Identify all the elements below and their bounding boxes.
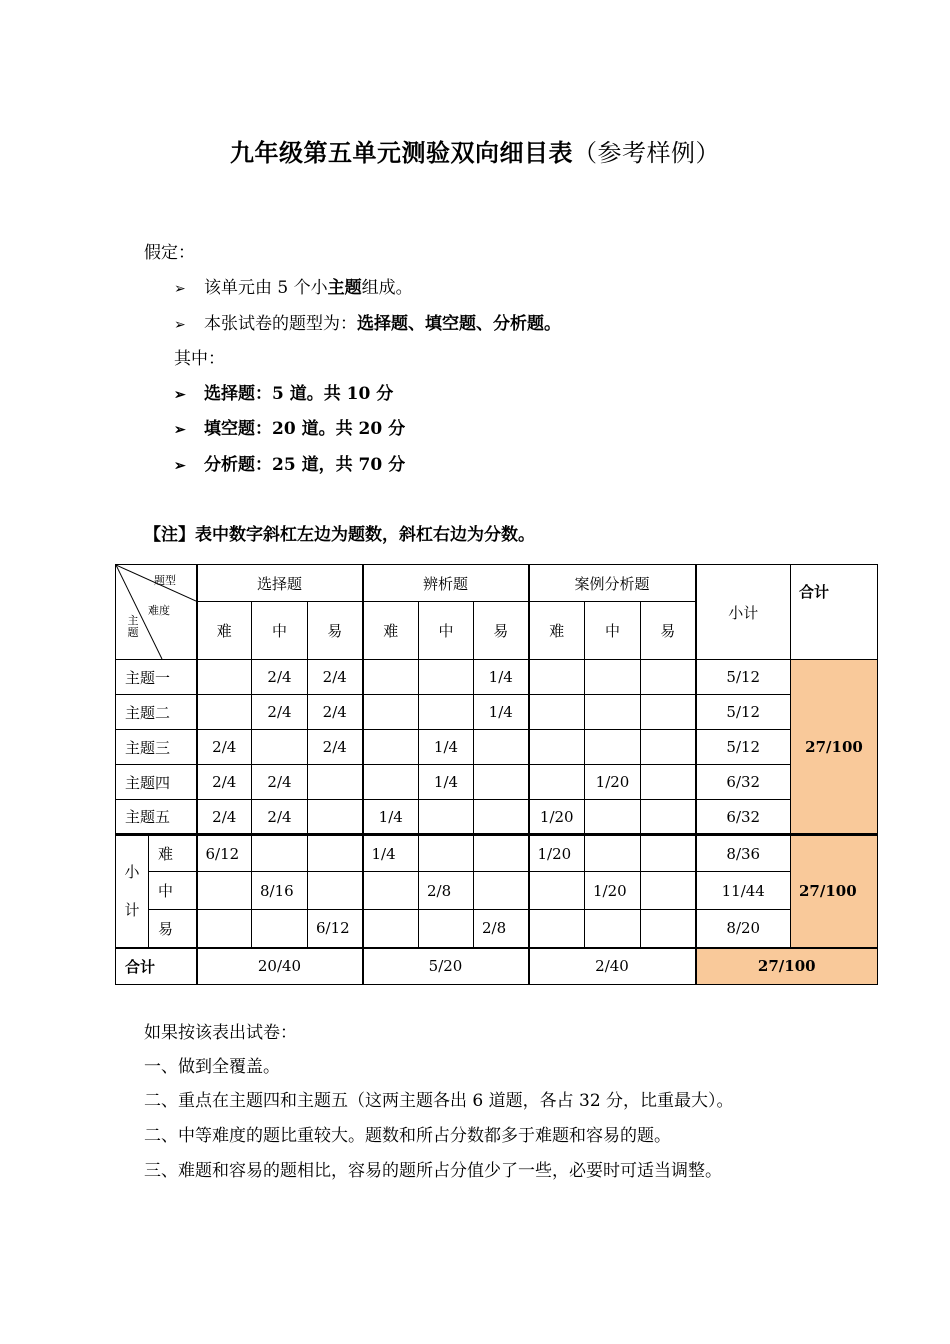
table-cell xyxy=(363,765,419,800)
table-cell: 1/4 xyxy=(363,800,419,835)
table-cell xyxy=(252,910,308,948)
table-cell xyxy=(419,800,474,835)
table-cell xyxy=(197,872,252,910)
arrow-bullet-icon: ➢ xyxy=(174,458,186,474)
assumption-item-5: ➢ 分析题：25 道，共 70 分 xyxy=(174,455,406,475)
total-header: 合计 xyxy=(791,565,878,660)
table-cell: 8/16 xyxy=(252,872,308,910)
table-cell: 1/20 xyxy=(529,800,585,835)
table-cell: 2/8 xyxy=(474,910,529,948)
grand-total-analysis: 5/20 xyxy=(363,948,529,985)
table-cell xyxy=(585,835,641,872)
table-cell xyxy=(197,660,252,695)
table-cell xyxy=(641,872,696,910)
table-cell: 1/4 xyxy=(474,695,529,730)
table-cell: 2/4 xyxy=(197,800,252,835)
table-cell: 1/20 xyxy=(585,872,641,910)
subtotal-cell: 8/20 xyxy=(696,910,791,948)
conclusion-line-2: 二、重点在主题四和主题五（这两主题各出 6 道题，各占 32 分，比重最大）。 xyxy=(144,1091,734,1111)
conclusion-line-3: 二、中等难度的题比重较大。题数和所占分数都多于难题和容易的题。 xyxy=(144,1126,671,1146)
table-cell: 2/4 xyxy=(308,730,363,765)
group-header-analysis: 辨析题 xyxy=(363,565,529,602)
table-cell xyxy=(308,800,363,835)
assumption-item-2: ➢ 本张试卷的题型为：选择题、填空题、分析题。 xyxy=(174,314,561,334)
table-cell: 1/4 xyxy=(363,835,419,872)
group-header-choice: 选择题 xyxy=(197,565,363,602)
table-cell xyxy=(474,835,529,872)
arrow-bullet-icon: ➢ xyxy=(174,281,186,297)
table-cell xyxy=(529,910,585,948)
table-cell: 1/20 xyxy=(529,835,585,872)
table-cell xyxy=(308,765,363,800)
table-row xyxy=(116,800,878,835)
table-cell xyxy=(474,800,529,835)
header-row-1 xyxy=(116,565,878,602)
difficulty-label: 易 xyxy=(149,910,197,948)
subtotal-cell: 5/12 xyxy=(696,730,791,765)
table-cell xyxy=(252,730,308,765)
arrow-bullet-icon: ➢ xyxy=(174,422,186,438)
table-cell xyxy=(585,730,641,765)
table-cell: 1/4 xyxy=(474,660,529,695)
table-cell: 2/4 xyxy=(197,765,252,800)
table-cell xyxy=(641,765,696,800)
table-cell: 1/20 xyxy=(585,765,641,800)
table-row xyxy=(116,872,878,910)
conclusion-line-4: 三、难题和容易的题相比，容易的题所占分值少了一些，必要时可适当调整。 xyxy=(144,1161,722,1181)
corner-type-label: 题型 xyxy=(154,574,176,587)
table-cell xyxy=(419,835,474,872)
among-label: 其中： xyxy=(174,349,225,369)
difficulty-total-cell: 27/100 xyxy=(791,835,878,948)
group-header-case: 案例分析题 xyxy=(529,565,696,602)
subtotal-cell: 11/44 xyxy=(696,872,791,910)
table-cell xyxy=(585,660,641,695)
table-cell xyxy=(529,660,585,695)
table-cell xyxy=(529,765,585,800)
topic-label: 主题三 xyxy=(116,730,197,765)
table-cell xyxy=(363,695,419,730)
subtotal-cell: 5/12 xyxy=(696,660,791,695)
table-cell xyxy=(474,730,529,765)
difficulty-header: 易 xyxy=(474,602,529,660)
table-cell: 2/8 xyxy=(419,872,474,910)
table-cell: 2/4 xyxy=(252,800,308,835)
spec-table xyxy=(115,564,878,985)
table-cell xyxy=(419,910,474,948)
table-cell xyxy=(641,695,696,730)
topic-total-cell: 27/100 xyxy=(791,660,878,835)
difficulty-header: 中 xyxy=(252,602,308,660)
table-cell xyxy=(363,660,419,695)
table-row xyxy=(116,730,878,765)
table-cell: 1/4 xyxy=(419,765,474,800)
topic-label: 主题四 xyxy=(116,765,197,800)
table-cell xyxy=(641,660,696,695)
table-cell xyxy=(585,800,641,835)
assumption-item-3: ➢ 选择题：5 道。共 10 分 xyxy=(174,384,394,404)
table-cell: 2/4 xyxy=(308,695,363,730)
corner-topic-label: 主题 xyxy=(127,614,139,639)
table-cell xyxy=(529,695,585,730)
table-cell xyxy=(529,872,585,910)
table-cell xyxy=(419,695,474,730)
assumption-item-1: ➢ 该单元由 5 个小主题组成。 xyxy=(174,278,413,298)
arrow-bullet-icon: ➢ xyxy=(174,317,186,333)
table-cell xyxy=(641,730,696,765)
grand-total-label: 合计 xyxy=(116,948,197,985)
corner-cell xyxy=(116,565,197,660)
difficulty-header: 易 xyxy=(641,602,696,660)
difficulty-header: 中 xyxy=(419,602,474,660)
table-row xyxy=(116,765,878,800)
table-row xyxy=(116,835,878,872)
grand-total-cell: 27/100 xyxy=(696,948,878,985)
difficulty-header: 中 xyxy=(585,602,641,660)
table-cell xyxy=(252,835,308,872)
table-cell xyxy=(641,800,696,835)
arrow-bullet-icon: ➢ xyxy=(174,387,186,403)
subtotal-cell: 8/36 xyxy=(696,835,791,872)
subtotal-header: 小计 xyxy=(696,565,791,660)
title-main: 九年级第五单元测验双向细目表 xyxy=(230,139,573,167)
grand-total-choice: 20/40 xyxy=(197,948,363,985)
table-cell xyxy=(474,872,529,910)
table-cell: 2/4 xyxy=(252,765,308,800)
table-cell xyxy=(197,695,252,730)
subtotal-cell: 6/32 xyxy=(696,765,791,800)
difficulty-label: 中 xyxy=(149,872,197,910)
topic-label: 主题二 xyxy=(116,695,197,730)
table-cell: 2/4 xyxy=(252,695,308,730)
table-cell: 1/4 xyxy=(419,730,474,765)
page-title xyxy=(0,133,950,168)
conclusion-line-1: 一、做到全覆盖。 xyxy=(144,1057,280,1077)
table-cell xyxy=(585,695,641,730)
corner-difficulty-label: 难度 xyxy=(148,604,170,617)
table-cell xyxy=(197,910,252,948)
difficulty-header: 难 xyxy=(363,602,419,660)
table-row xyxy=(116,910,878,948)
difficulty-header: 易 xyxy=(308,602,363,660)
table-cell xyxy=(363,730,419,765)
table-cell xyxy=(308,835,363,872)
table-cell xyxy=(529,730,585,765)
subtotal-cell: 5/12 xyxy=(696,695,791,730)
table-cell xyxy=(363,872,419,910)
conclusion-intro: 如果按该表出试卷： xyxy=(144,1023,297,1043)
table-cell xyxy=(474,765,529,800)
table-row xyxy=(116,660,878,695)
assumption-label: 假定： xyxy=(144,243,195,263)
difficulty-header: 难 xyxy=(197,602,252,660)
table-cell xyxy=(585,910,641,948)
subtotal-cell: 6/32 xyxy=(696,800,791,835)
table-cell xyxy=(363,910,419,948)
table-cell: 2/4 xyxy=(252,660,308,695)
table-cell: 6/12 xyxy=(308,910,363,948)
grand-total-row xyxy=(116,948,878,985)
topic-label: 主题五 xyxy=(116,800,197,835)
table-cell: 6/12 xyxy=(197,835,252,872)
title-sub: （参考样例） xyxy=(573,139,720,167)
table-cell: 2/4 xyxy=(197,730,252,765)
table-cell xyxy=(419,660,474,695)
subtotal-side-label: 小 计 xyxy=(116,835,149,948)
table-note: 【注】表中数字斜杠左边为题数，斜杠右边为分数。 xyxy=(144,525,535,545)
difficulty-header: 难 xyxy=(529,602,585,660)
topic-label: 主题一 xyxy=(116,660,197,695)
table-cell xyxy=(641,910,696,948)
table-cell: 2/4 xyxy=(308,660,363,695)
table-row xyxy=(116,695,878,730)
difficulty-label: 难 xyxy=(149,835,197,872)
assumption-item-4: ➢ 填空题：20 道。共 20 分 xyxy=(174,419,406,439)
table-cell xyxy=(641,835,696,872)
grand-total-case: 2/40 xyxy=(529,948,696,985)
table-cell xyxy=(308,872,363,910)
